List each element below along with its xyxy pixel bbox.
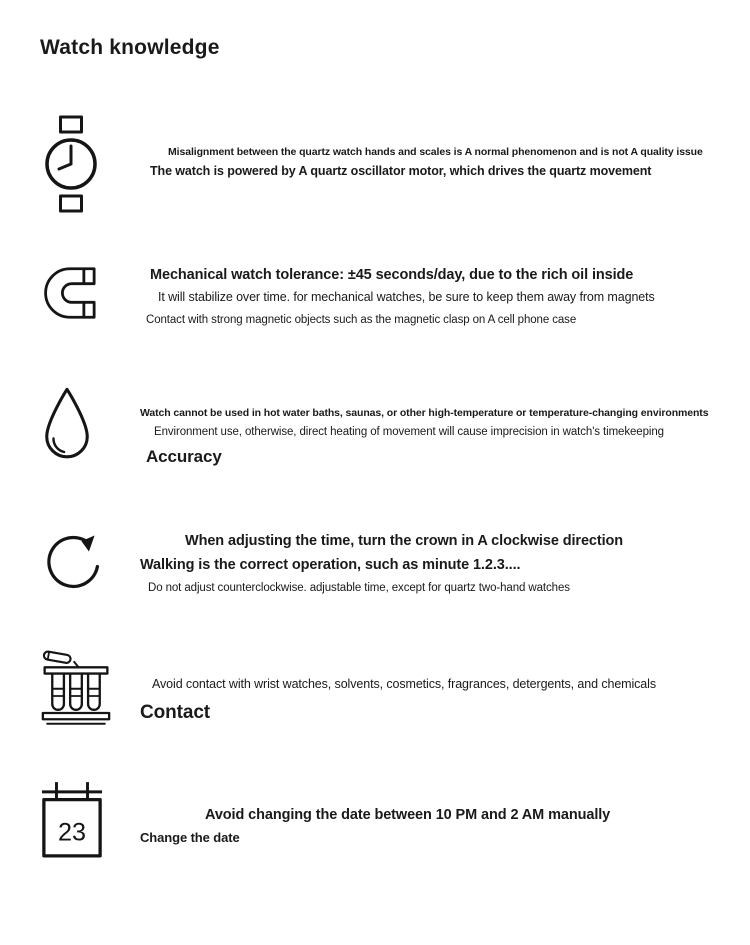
water-drop-icon (40, 386, 140, 464)
text-line: Change the date (140, 829, 240, 845)
text-line: Walking is the correct operation, such as minute 1.2.3.... (140, 556, 521, 573)
text-line: Mechanical watch tolerance: ±45 seconds/day, due to the rich oil inside (150, 267, 634, 283)
text-line: Avoid changing the date between 10 PM and 2 AM manually (205, 807, 611, 824)
text-line: Do not adjust counterclockwise. adjustable time, except for quartz two-hand watches (148, 582, 570, 595)
section-heading: Accuracy (146, 446, 222, 466)
calendar-day-number: 23 (57, 818, 87, 847)
page-title: Watch knowledge (40, 36, 220, 59)
section-adjusting-time (0, 523, 750, 597)
section-accuracy (0, 386, 750, 469)
text-line: The watch is powered by A quartz oscillator motor, which drives the quartz movement (150, 163, 652, 178)
calendar-icon (40, 779, 140, 861)
section-chemical-contact (0, 644, 750, 730)
section-quartz-movement (0, 115, 750, 213)
wristwatch-icon (40, 115, 140, 213)
section-magnetism (0, 263, 750, 329)
test-tubes-icon (40, 644, 140, 730)
section-change-date (0, 779, 750, 861)
text-line: It will stabilize over time. for mechanical watches, be sure to keep them away from magnets (158, 289, 655, 304)
magnet-icon (40, 263, 140, 323)
text-line: Avoid contact with wrist watches, solvents, cosmetics, fragrances, detergents, and chemicals (152, 677, 656, 692)
text-line: Watch cannot be used in hot water baths, saunas, or other high-temperature or temperature-changing environments (140, 406, 709, 419)
clockwise-arrow-icon (40, 523, 140, 597)
text-line: Contact with strong magnetic objects such as the magnetic clasp on A cell phone case (146, 314, 577, 327)
text-line: Environment use, otherwise, direct heating of movement will cause imprecision in watch's timekeeping (154, 425, 664, 438)
text-line: Misalignment between the quartz watch hands and scales is A normal phenomenon and is not A quality issue (168, 146, 703, 158)
section-heading: Contact (140, 701, 211, 723)
watch-knowledge-page (0, 36, 750, 861)
text-line: When adjusting the time, turn the crown in A clockwise direction (185, 533, 624, 550)
